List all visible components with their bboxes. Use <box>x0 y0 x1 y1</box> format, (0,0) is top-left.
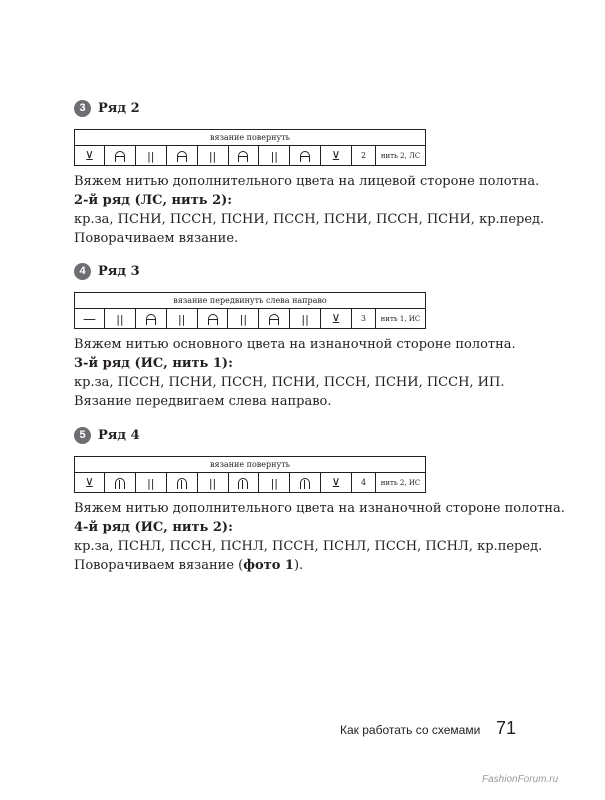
row-label: 4-й ряд (ИС, нить 2): <box>74 520 233 535</box>
section-heading <box>74 99 426 117</box>
chart-caption: вязание передвинуть слева направо <box>75 293 426 309</box>
stitch-symbol-arch-bar <box>290 146 321 166</box>
section-heading <box>74 262 426 280</box>
section-title: Ряд 2 <box>98 100 140 116</box>
section-title: Ряд 4 <box>98 427 140 443</box>
stitch-symbol-arch-bar <box>197 309 228 329</box>
stitch-symbol-arch-m <box>290 473 321 493</box>
chart-caption: вязание повернуть <box>75 457 426 473</box>
stitch-symbol-arch-bar <box>166 146 197 166</box>
instruction-text <box>74 172 545 248</box>
instruction-line: Вяжем нитью основного цвета на изнаночной стороне полотна. <box>74 337 516 352</box>
instruction-text <box>74 335 534 411</box>
stitch-symbol-arch-bar <box>105 146 136 166</box>
instruction-text <box>74 499 565 575</box>
stitch-sequence: кр.за, ПСНЛ, ПССН, ПСНЛ, ПССН, ПСНЛ, ПССН, ПСНЛ, кр.перед. <box>74 539 543 554</box>
stitch-sequence: кр.за, ПСНИ, ПССН, ПСНИ, ПССН, ПСНИ, ПССН, ПСНИ, кр.перед. <box>74 212 545 227</box>
section-row-2 <box>74 99 545 246</box>
instruction-line: Вязание передвигаем слева направо. <box>74 394 332 409</box>
stitch-symbol-vbar: || <box>259 473 290 493</box>
stitch-symbol-edge-v: ⊻ <box>321 473 352 493</box>
symbol-row <box>75 473 426 493</box>
yarn-side-cell: нить 1, ИС <box>375 309 425 329</box>
section-heading <box>74 426 426 444</box>
instruction-line <box>74 556 534 575</box>
instruction-line: Вяжем нитью дополнительного цвета на лицевой стороне полотна. <box>74 174 540 189</box>
stitch-symbol-dash: — <box>75 309 105 329</box>
stitch-symbol-edge-v-bar: ⊻ <box>75 473 105 493</box>
stitch-symbol-vbar: || <box>197 473 228 493</box>
stitch-symbol-arch-bar <box>259 309 290 329</box>
instruction-line-start: Поворачиваем вязание ( <box>74 558 244 573</box>
stitch-symbol-vbar: || <box>105 309 136 329</box>
stitch-symbol-vbar: || <box>166 309 197 329</box>
section-title: Ряд 3 <box>98 263 140 279</box>
row-number-cell: 2 <box>352 146 376 166</box>
yarn-side-cell: нить 2, ЛС <box>376 146 426 166</box>
photo-reference[interactable]: фото 1 <box>243 558 294 573</box>
section-row-3 <box>74 262 516 409</box>
stitch-symbol-vbar: || <box>290 309 321 329</box>
instruction-line: Вяжем нитью дополнительного цвета на изнаночной стороне полотна. <box>74 501 565 516</box>
stitch-symbol-vbar: || <box>135 146 166 166</box>
stitch-symbol-vbar: || <box>259 146 290 166</box>
instruction-line: Поворачиваем вязание. <box>74 231 239 246</box>
stitch-symbol-vbar: || <box>197 146 228 166</box>
step-number-badge: 4 <box>74 263 91 280</box>
stitch-symbol-arch-m <box>228 473 259 493</box>
stitch-symbol-edge-v: ⊻ <box>321 309 352 329</box>
stitch-symbol-edge-v-bar: ⊻ <box>75 146 105 166</box>
photo-reference-close: ). <box>293 558 304 573</box>
stitch-symbol-edge-v: ⊻ <box>321 146 352 166</box>
step-number-badge: 3 <box>74 100 91 117</box>
stitch-symbol-arch-m <box>166 473 197 493</box>
stitch-symbol-vbar: || <box>135 473 166 493</box>
chart-caption: вязание повернуть <box>75 130 426 146</box>
watermark: FashionForum.ru <box>482 774 559 785</box>
row-label: 2-й ряд (ЛС, нить 2): <box>74 193 233 208</box>
running-footer-title: Как работать со схемами <box>340 723 481 737</box>
row-number-cell: 4 <box>352 473 376 493</box>
stitch-chart <box>74 456 426 493</box>
section-row-4 <box>74 426 565 573</box>
row-label: 3-й ряд (ИС, нить 1): <box>74 356 233 371</box>
stitch-sequence: кр.за, ПССН, ПСНИ, ПССН, ПСНИ, ПССН, ПСНИ, ПССН, ИП. <box>74 375 505 390</box>
stitch-symbol-vbar: || <box>228 309 259 329</box>
stitch-symbol-arch-m <box>105 473 136 493</box>
stitch-chart <box>74 129 426 166</box>
page-number: 71 <box>496 718 517 738</box>
stitch-symbol-arch-bar <box>135 309 166 329</box>
stitch-symbol-arch-bar <box>228 146 259 166</box>
step-number-badge: 5 <box>74 427 91 444</box>
yarn-side-cell: нить 2, ИС <box>376 473 426 493</box>
stitch-chart <box>74 292 426 329</box>
symbol-row <box>75 309 426 329</box>
row-number-cell: 3 <box>351 309 375 329</box>
symbol-row <box>75 146 426 166</box>
